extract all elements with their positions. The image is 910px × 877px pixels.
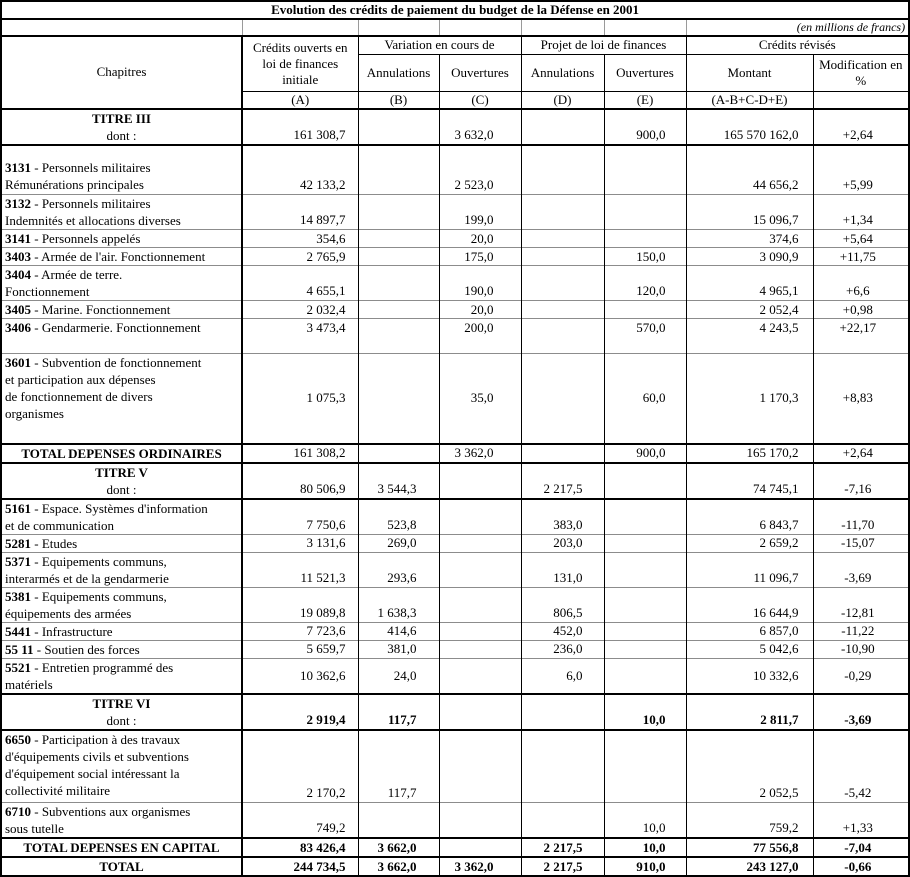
cell-m: 2 659,2 (686, 534, 813, 552)
subtitle-spacer (439, 19, 521, 36)
cell-a: 161 308,2 (242, 444, 358, 463)
cell-b (358, 248, 439, 266)
cell-p: -3,69 (813, 694, 909, 730)
row-label: 5381 - Equipements communs, équipements des armées (1, 587, 242, 622)
cell-d: 236,0 (521, 640, 604, 658)
row-label: 3406 - Gendarmerie. Fonctionnement (1, 319, 242, 354)
row-label: 3403 - Armée de l'air. Fonctionnement (1, 248, 242, 266)
table-row (1, 694, 909, 730)
cell-p: +11,75 (813, 248, 909, 266)
cell-m: 759,2 (686, 803, 813, 839)
cell-e: 910,0 (604, 857, 686, 876)
row-label: 55 11 - Soutien des forces (1, 640, 242, 658)
table-row (1, 640, 909, 658)
cell-c (439, 552, 521, 587)
cell-a: 2 032,4 (242, 301, 358, 319)
cell-p: +6,6 (813, 266, 909, 301)
col-code-e: (E) (604, 91, 686, 109)
cell-m: 11 096,7 (686, 552, 813, 587)
table-row (1, 838, 909, 857)
cell-m: 6 843,7 (686, 499, 813, 535)
cell-b: 293,6 (358, 552, 439, 587)
cell-b (358, 195, 439, 230)
table-row (1, 109, 909, 145)
col-code-a: (A) (242, 91, 358, 109)
cell-c (439, 587, 521, 622)
cell-d (521, 444, 604, 463)
col-code-d: (D) (521, 91, 604, 109)
cell-d: 383,0 (521, 499, 604, 535)
cell-m: 2 052,5 (686, 730, 813, 803)
cell-p: +1,34 (813, 195, 909, 230)
cell-p: +2,64 (813, 109, 909, 145)
row-label: TITRE V dont : (1, 463, 242, 499)
col-header-modification-pct: Modification en % (813, 54, 909, 91)
cell-e (604, 301, 686, 319)
cell-m: 10 332,6 (686, 658, 813, 694)
cell-c: 20,0 (439, 301, 521, 319)
col-header-credits-ouverts-lfi: Crédits ouverts en loi de finances initiale (242, 36, 358, 91)
cell-b (358, 444, 439, 463)
cell-b: 24,0 (358, 658, 439, 694)
row-label: 3404 - Armée de terre. Fonctionnement (1, 266, 242, 301)
subtitle-spacer (358, 19, 439, 36)
table-row (1, 587, 909, 622)
cell-e: 10,0 (604, 803, 686, 839)
cell-c (439, 730, 521, 803)
cell-m: 243 127,0 (686, 857, 813, 876)
cell-a: 80 506,9 (242, 463, 358, 499)
row-label: 5161 - Espace. Systèmes d'information et de communication (1, 499, 242, 535)
unit-note: (en millions de francs) (686, 19, 909, 36)
cell-e (604, 640, 686, 658)
cell-m: 165 170,2 (686, 444, 813, 463)
cell-c (439, 694, 521, 730)
cell-e (604, 195, 686, 230)
cell-m: 6 857,0 (686, 622, 813, 640)
cell-p: -0,66 (813, 857, 909, 876)
cell-e: 150,0 (604, 248, 686, 266)
cell-m: 165 570 162,0 (686, 109, 813, 145)
cell-p: -7,16 (813, 463, 909, 499)
cell-b (358, 301, 439, 319)
cell-d (521, 195, 604, 230)
cell-d (521, 694, 604, 730)
cell-p: +5,99 (813, 145, 909, 195)
cell-e: 900,0 (604, 444, 686, 463)
cell-p: -10,90 (813, 640, 909, 658)
cell-e (604, 230, 686, 248)
row-label: 3405 - Marine. Fonctionnement (1, 301, 242, 319)
cell-d (521, 319, 604, 354)
cell-a: 7 750,6 (242, 499, 358, 535)
row-label: 5521 - Entretien programmé des matériels (1, 658, 242, 694)
cell-e: 900,0 (604, 109, 686, 145)
cell-b (358, 230, 439, 248)
cell-c: 190,0 (439, 266, 521, 301)
cell-b (358, 803, 439, 839)
cell-p: +8,83 (813, 354, 909, 444)
table-row (1, 319, 909, 354)
cell-e (604, 499, 686, 535)
subtitle-spacer (1, 19, 242, 36)
table-row (1, 248, 909, 266)
col-header-annulations-d: Annulations (521, 54, 604, 91)
cell-c: 35,0 (439, 354, 521, 444)
cell-a: 1 075,3 (242, 354, 358, 444)
row-label: 5281 - Etudes (1, 534, 242, 552)
row-label: TOTAL (1, 857, 242, 876)
cell-p: -15,07 (813, 534, 909, 552)
cell-c (439, 803, 521, 839)
cell-b: 117,7 (358, 694, 439, 730)
cell-a: 354,6 (242, 230, 358, 248)
cell-c (439, 463, 521, 499)
cell-a: 161 308,7 (242, 109, 358, 145)
cell-e (604, 622, 686, 640)
cell-d: 203,0 (521, 534, 604, 552)
cell-e (604, 587, 686, 622)
cell-m: 77 556,8 (686, 838, 813, 857)
cell-b: 3 662,0 (358, 857, 439, 876)
cell-p: -5,42 (813, 730, 909, 803)
row-label: TOTAL DEPENSES ORDINAIRES (1, 444, 242, 463)
table-row (1, 354, 909, 444)
row-label: 3132 - Personnels militaires Indemnités et allocations diverses (1, 195, 242, 230)
cell-d: 452,0 (521, 622, 604, 640)
table-row (1, 730, 909, 803)
cell-a: 4 655,1 (242, 266, 358, 301)
group-header-variation-en-cours: Variation en cours de (358, 36, 521, 54)
cell-e (604, 730, 686, 803)
row-label: TITRE III dont : (1, 109, 242, 145)
col-code-c: (C) (439, 91, 521, 109)
cell-c (439, 640, 521, 658)
cell-m: 16 644,9 (686, 587, 813, 622)
cell-p: +2,64 (813, 444, 909, 463)
row-label: 3601 - Subvention de fonctionnement et participation aux dépenses de fonctionnement de divers organismes (1, 354, 242, 444)
table-row (1, 499, 909, 535)
table-row (1, 463, 909, 499)
cell-a: 2 919,4 (242, 694, 358, 730)
cell-d: 131,0 (521, 552, 604, 587)
cell-c: 3 632,0 (439, 109, 521, 145)
col-code-empty (813, 91, 909, 109)
cell-m: 2 811,7 (686, 694, 813, 730)
cell-d (521, 730, 604, 803)
table-row (1, 145, 909, 195)
cell-m: 15 096,7 (686, 195, 813, 230)
cell-b: 523,8 (358, 499, 439, 535)
cell-b: 3 662,0 (358, 838, 439, 857)
cell-m: 374,6 (686, 230, 813, 248)
cell-c (439, 499, 521, 535)
page-title: Evolution des crédits de paiement du budget de la Défense en 2001 (1, 1, 909, 19)
cell-p: +5,64 (813, 230, 909, 248)
cell-m: 74 745,1 (686, 463, 813, 499)
cell-d (521, 354, 604, 444)
cell-p: +1,33 (813, 803, 909, 839)
cell-c (439, 534, 521, 552)
cell-b: 117,7 (358, 730, 439, 803)
cell-p: -12,81 (813, 587, 909, 622)
subtitle-spacer (604, 19, 686, 36)
table-row (1, 622, 909, 640)
table-row (1, 444, 909, 463)
cell-e (604, 658, 686, 694)
cell-m: 4 965,1 (686, 266, 813, 301)
cell-a: 2 170,2 (242, 730, 358, 803)
cell-b: 269,0 (358, 534, 439, 552)
cell-e (604, 552, 686, 587)
cell-a: 42 133,2 (242, 145, 358, 195)
cell-d: 2 217,5 (521, 463, 604, 499)
cell-a: 244 734,5 (242, 857, 358, 876)
cell-e: 10,0 (604, 838, 686, 857)
cell-a: 10 362,6 (242, 658, 358, 694)
cell-p: +0,98 (813, 301, 909, 319)
row-label: 3131 - Personnels militaires Rémunérations principales (1, 145, 242, 195)
cell-d: 806,5 (521, 587, 604, 622)
cell-e: 60,0 (604, 354, 686, 444)
cell-p: -7,04 (813, 838, 909, 857)
col-code-b: (B) (358, 91, 439, 109)
cell-d (521, 230, 604, 248)
cell-b (358, 145, 439, 195)
cell-b (358, 266, 439, 301)
cell-d: 2 217,5 (521, 857, 604, 876)
table-row (1, 301, 909, 319)
cell-m: 2 052,4 (686, 301, 813, 319)
cell-a: 3 473,4 (242, 319, 358, 354)
cell-e (604, 463, 686, 499)
cell-e: 10,0 (604, 694, 686, 730)
cell-c: 3 362,0 (439, 444, 521, 463)
cell-a: 749,2 (242, 803, 358, 839)
col-header-ouvertures-e: Ouvertures (604, 54, 686, 91)
cell-m: 44 656,2 (686, 145, 813, 195)
table-row (1, 658, 909, 694)
cell-p: -0,29 (813, 658, 909, 694)
cell-d (521, 109, 604, 145)
table-row (1, 195, 909, 230)
cell-a: 83 426,4 (242, 838, 358, 857)
row-label: 3141 - Personnels appelés (1, 230, 242, 248)
col-code-montant-formula: (A-B+C-D+E) (686, 91, 813, 109)
cell-a: 19 089,8 (242, 587, 358, 622)
cell-p: +22,17 (813, 319, 909, 354)
row-label: TOTAL DEPENSES EN CAPITAL (1, 838, 242, 857)
table-row (1, 266, 909, 301)
group-header-credits-revises: Crédits révisés (686, 36, 909, 54)
group-header-projet-loi-finances: Projet de loi de finances (521, 36, 686, 54)
cell-e: 120,0 (604, 266, 686, 301)
cell-e (604, 534, 686, 552)
cell-c: 2 523,0 (439, 145, 521, 195)
cell-c (439, 622, 521, 640)
cell-b (358, 319, 439, 354)
table-row (1, 857, 909, 876)
cell-b: 381,0 (358, 640, 439, 658)
cell-d (521, 248, 604, 266)
cell-c (439, 658, 521, 694)
cell-c: 3 362,0 (439, 857, 521, 876)
table-row (1, 230, 909, 248)
cell-a: 7 723,6 (242, 622, 358, 640)
row-label: TITRE VI dont : (1, 694, 242, 730)
cell-b: 414,6 (358, 622, 439, 640)
col-header-annulations-b: Annulations (358, 54, 439, 91)
table-body (1, 109, 909, 877)
cell-d: 2 217,5 (521, 838, 604, 857)
cell-b: 1 638,3 (358, 587, 439, 622)
cell-d (521, 145, 604, 195)
cell-p: -3,69 (813, 552, 909, 587)
cell-b (358, 109, 439, 145)
cell-c: 199,0 (439, 195, 521, 230)
cell-a: 2 765,9 (242, 248, 358, 266)
row-label: 5371 - Equipements communs, interarmés et de la gendarmerie (1, 552, 242, 587)
cell-d (521, 301, 604, 319)
cell-p: -11,70 (813, 499, 909, 535)
cell-e (604, 145, 686, 195)
row-label: 6650 - Participation à des travaux d'équipements civils et subventions d'équipement social intéressant la collectivité militaire (1, 730, 242, 803)
cell-m: 1 170,3 (686, 354, 813, 444)
cell-b (358, 354, 439, 444)
cell-e: 570,0 (604, 319, 686, 354)
table-row (1, 803, 909, 839)
table-row (1, 534, 909, 552)
subtitle-spacer (521, 19, 604, 36)
cell-m: 5 042,6 (686, 640, 813, 658)
col-header-chapitres: Chapitres (1, 36, 242, 109)
cell-c: 20,0 (439, 230, 521, 248)
row-label: 6710 - Subventions aux organismes sous tutelle (1, 803, 242, 839)
cell-d (521, 803, 604, 839)
row-label: 5441 - Infrastructure (1, 622, 242, 640)
cell-c: 200,0 (439, 319, 521, 354)
cell-p: -11,22 (813, 622, 909, 640)
col-header-montant: Montant (686, 54, 813, 91)
cell-a: 5 659,7 (242, 640, 358, 658)
cell-a: 11 521,3 (242, 552, 358, 587)
cell-d: 6,0 (521, 658, 604, 694)
cell-a: 14 897,7 (242, 195, 358, 230)
col-header-ouvertures-c: Ouvertures (439, 54, 521, 91)
cell-c: 175,0 (439, 248, 521, 266)
cell-m: 4 243,5 (686, 319, 813, 354)
cell-b: 3 544,3 (358, 463, 439, 499)
cell-m: 3 090,9 (686, 248, 813, 266)
subtitle-spacer (242, 19, 358, 36)
table-row (1, 552, 909, 587)
cell-c (439, 838, 521, 857)
cell-a: 3 131,6 (242, 534, 358, 552)
cell-d (521, 266, 604, 301)
